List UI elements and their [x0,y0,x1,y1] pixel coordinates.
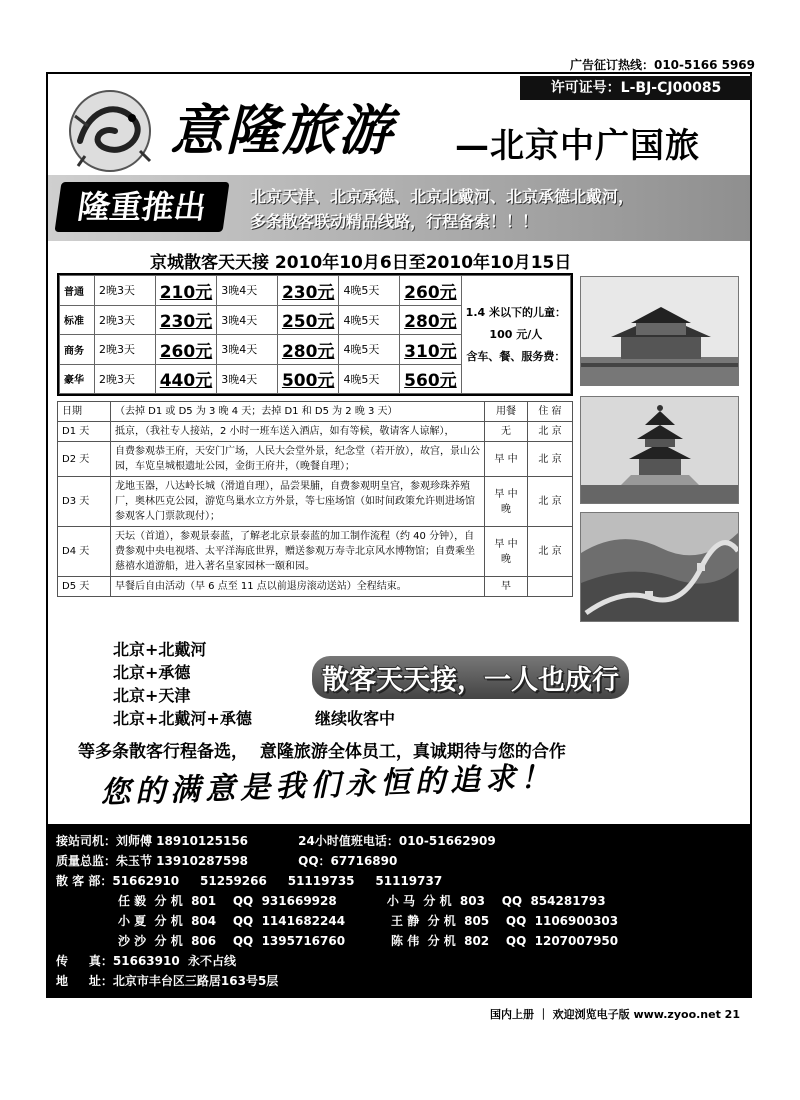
duration: 2晚3天 [95,276,156,306]
itinerary-stay: 北 京 [528,442,573,477]
license-number: 许可证号：L-BJ-CJ00085 [520,76,752,100]
duration: 3晚4天 [217,364,278,394]
itinerary-row [58,477,573,527]
itinerary-header [58,402,573,422]
promo-text [250,184,634,234]
main-slogan: 散客天天接，一人也成行 [312,656,629,699]
contact-staff-row: 任 毅 分 机 801 QQ 931669928 小 马 分 机 803 QQ 854281793 [118,894,606,908]
price-value: 310元 [400,335,462,365]
duration: 3晚4天 [217,276,278,306]
contact-fax: 传 真：51663910 永不占线 [56,954,237,968]
promo-line-2: 多条散客联动精品线路，行程备索！！！ [250,212,539,231]
promo-badge: 隆重推出 [54,182,229,232]
price-value: 250元 [277,305,339,335]
header-stay: 住 宿 [528,402,573,422]
price-value: 230元 [277,276,339,306]
itinerary-desc: 抵京，（我社专人接站，2 小时一班车送入酒店，如有等候，敬请客人谅解）， [111,422,485,442]
itinerary-stay [528,577,573,597]
itinerary-row [58,577,573,597]
price-value: 260元 [400,276,462,306]
price-value: 500元 [277,364,339,394]
contact-sales: 散 客 部：51662910 51259266 51119735 51119737 [56,874,443,888]
itinerary-row [58,442,573,477]
itinerary-meal: 无 [485,422,528,442]
price-value: 440元 [155,364,217,394]
itinerary-meal: 早 中 晚 [485,527,528,577]
photo-tiananmen [580,276,739,386]
price-value: 560元 [400,364,462,394]
contact-block [48,824,750,996]
ad-hotline: 广告征订热线：010-5166 5969 [569,58,755,72]
itinerary-desc: 天坛（首道），参观景泰蓝，了解老北京景泰蓝的加工制作流程（约 40 分钟），自费参观中央电视塔、太平洋海底世界，赠送参观万寿寺北京风水博物馆；自费乘坐慈禧水道游船，进入著名皇家园林一颐和园。 [111,527,485,577]
price-row [60,276,571,306]
itinerary-stay: 北 京 [528,477,573,527]
price-value: 280元 [277,335,339,365]
photo-great-wall [580,512,739,622]
itinerary-desc: 自费参观恭王府，天安门广场，人民大会堂外景，纪念堂（若开放），故宫，景山公园，车览皇城根遗址公园，金街王府井，（晚餐自理）； [111,442,485,477]
duration: 4晚5天 [339,364,400,394]
contact-address: 地 址：北京市丰台区三路居163号5层 [56,974,279,988]
continue-text: 继续收客中 [315,709,396,728]
page-footer: 国内上册 ｜ 欢迎浏览电子版 www.zyoo.net 21 [489,1008,740,1021]
duration: 2晚3天 [95,364,156,394]
itinerary-day: D2 天 [58,442,111,477]
price-table [57,273,573,396]
contact-driver: 接站司机：刘师傅 18910125156 24小时值班电话：010-51662909 [56,834,496,848]
itinerary-meal: 早 中 晚 [485,477,528,527]
grade-label: 标准 [60,305,95,335]
header-meal: 用餐 [485,402,528,422]
itinerary-day: D5 天 [58,577,111,597]
grade-label: 豪华 [60,364,95,394]
contact-staff-row: 沙 沙 分 机 806 QQ 1395716760 陈 伟 分 机 802 QQ 1207007950 [118,934,619,948]
brand-name: 意隆旅游 [170,98,394,162]
route-item: 北京+北戴河+承德 [113,709,252,728]
itinerary-desc: 龙地玉器，八达岭长城（滑道自理），品尝果脯，自费参观明皇宫，参观珍珠养殖厂，奥林匹克公园，游览鸟巢水立方外景，等七座场馆（如时间政策允许则进场馆参观客人门票款现付）； [111,477,485,527]
child-price-note [461,276,570,394]
header-day: 日期 [58,402,111,422]
child-note-line: 含车、餐、服务费： [466,349,566,363]
child-note-line: 100 元/人 [489,327,543,341]
grade-label: 普通 [60,276,95,306]
duration: 4晚5天 [339,276,400,306]
route-item: 北京+承德 [113,663,191,682]
itinerary-day: D1 天 [58,422,111,442]
price-value: 260元 [155,335,217,365]
itinerary-row [58,527,573,577]
script-slogan: 您的满意是我们永恒的追求！ [99,760,556,811]
price-value: 210元 [155,276,217,306]
contact-staff-row: 小 夏 分 机 804 QQ 1141682244 王 静 分 机 805 QQ 1106900303 [118,914,619,928]
itinerary-day: D3 天 [58,477,111,527]
itinerary-day: D4 天 [58,527,111,577]
itinerary-desc: 早餐后自由活动（早 6 点至 11 点以前退房滚动送站）全程结束。 [111,577,485,597]
contact-quality: 质量总监：朱玉节 13910287598 QQ：67716890 [56,854,398,868]
duration: 3晚4天 [217,305,278,335]
route-item: 北京+北戴河 [113,640,207,659]
duration: 4晚5天 [339,305,400,335]
photo-temple-of-heaven [580,396,739,504]
header-desc: （去掉 D1 或 D5 为 3 晚 4 天；去掉 D1 和 D5 为 2 晚 3 天） [111,402,485,422]
price-value: 230元 [155,305,217,335]
child-note-line: 1.4 米以下的儿童： [465,305,566,319]
itinerary-meal: 早 [485,577,528,597]
schedule-heading: 京城散客天天接 2010年10月6日至2010年10月15日 [150,253,572,273]
duration: 2晚3天 [95,335,156,365]
itinerary-stay: 北 京 [528,527,573,577]
itinerary-meal: 早 中 [485,442,528,477]
duration: 2晚3天 [95,305,156,335]
brand-subtitle: —北京中广国旅 [455,126,700,166]
itinerary-stay: 北 京 [528,422,573,442]
dragon-logo [60,86,160,176]
price-value: 280元 [400,305,462,335]
promo-line-1: 北京天津、北京承德、北京北戴河、北京承德北戴河， [250,187,635,206]
itinerary-row [58,422,573,442]
route-item: 北京+天津 [113,686,191,705]
duration: 4晚5天 [339,335,400,365]
itinerary-table [57,401,573,597]
duration: 3晚4天 [217,335,278,365]
tagline: 等多条散客行程备选， 意隆旅游全体员工，真诚期待与您的合作 [78,742,566,762]
grade-label: 商务 [60,335,95,365]
route-list [113,638,252,730]
